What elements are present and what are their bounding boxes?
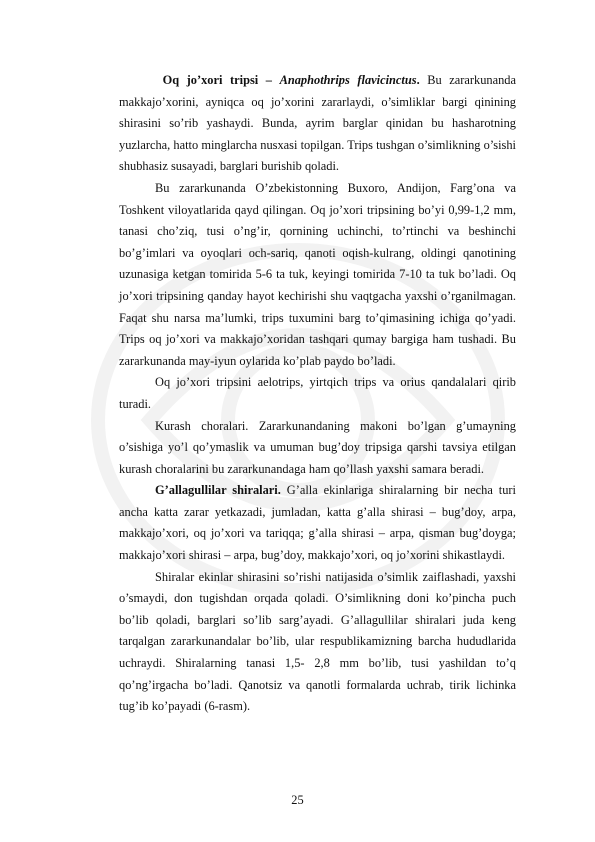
paragraph-text: Oq jo’xori tripsini aelotrips, yirtqich trips va orius qandalalari qirib turadi. (119, 375, 516, 411)
paragraph-gallagullilar-shiralari (119, 480, 516, 566)
page-number: 25 (291, 793, 304, 807)
paragraph-text: Bu zararkunanda O’zbekistonning Buxoro, Andijon, Farg’ona va Toshkent viloyatlarida qayd qilingan. Oq jo’xori tripsining bo’yi 0,99-1,2 mm, tanasi cho’ziq, tusi o’ng’ir, qornining uchinchi, to’rtinchi va beshinchi bo’g’imlari va oyoqlari och-sariq, qanoti oqish-kulrang, oldingi qanotining uzunasiga ketgan tomirida 5-6 ta tuk, keyingi tomirida 7-10 ta tuk bo’ladi. Oq jo’xori tripsining qanday hayot kechirishi shu vaqtgacha yaxshi o’rganilmagan. Faqat shu narsa ma’lumki, trips tuxumini barg to’qimasining ichiga qo’yadi. Trips oq jo’xori va makkajo’xoridan tashqari qumay bargiga ham tushadi. Bu zararkunanda may-iyun oylarida ko’plab paydo bo’ladi. (119, 180, 516, 368)
paragraph-distribution (119, 178, 516, 372)
paragraph-kurash-choralari (119, 416, 516, 481)
paragraph-text: G’alla ekinlariga shiralarning bir necha turi ancha katta zarar yetkazadi, jumladan, katta g’alla shirasi – bug’doy, arpa, makkajo’xori, oq jo’xori va tariqqa; g’alla shirasi – arpa, qisman bug’doyga; makkajo’xori shirasi – arpa, bug’doy, makkajo’xori, oq jo’xorini shikastlaydi. (119, 483, 517, 563)
term-dash: – (258, 73, 280, 87)
paragraph-shiralar-effects (119, 567, 516, 718)
paragraph-text: Bu zararkunanda makkajo’xorini, ayniqca oq jo’xorini zararlaydi, o’simliklar bargi qinining shirasini so’rib yashaydi. Bunda, ayrim barglar qinidan bu hasharotning yuzlarcha, hatto minglarcha nusxasi topilgan. Trips tushgan o’simlikning o’sishi shubhasiz susayadi, barglari burishib qoladi. (119, 73, 516, 174)
term-latin-name: Anaphothrips flavicinctus (279, 73, 417, 87)
paragraph-predators (119, 372, 516, 415)
term-period: . (416, 73, 420, 87)
body-text (119, 70, 516, 718)
paragraph-oq-joxori-tripsi (119, 70, 516, 178)
term-oq-joxori-tripsi: Oq jo’xori tripsi (162, 73, 259, 87)
paragraph-text: Shiralar ekinlar shirasini so’rishi natijasida o’simlik zaiflashadi, yaxshi o’smaydi, don tugishdan orqada qoladi. O’simlikning doni ko’pincha puch bo’lib qoladi, barglari so’lib sarg’ayadi. G’allagullilar shiralari juda keng tarqalgan zararkunandalar bo’lib, ular respublikamizning barcha hududlarida uchraydi. Shiralarning tanasi 1,5- 2,8 mm bo’lib, tusi yashildan to’q qo’ng’irgacha bo’ladi. Qanotsiz va qanotli formalarda uchrab, tirik lichinka tug’ib ko’payadi (6-rasm). (119, 569, 516, 714)
paragraph-text: Kurash choralari. Zararkunandaning makoni bo’lgan g’umayning o’sishiga yo’l qo’ymaslik va umuman bug’doy tripsiga qarshi tavsiya etilgan kurash choralarini bu zararkunandaga ham qo’llash yaxshi samara beradi. (119, 418, 516, 476)
term-gallagullilar-shiralari: G’allagullilar shiralari. (155, 483, 281, 498)
